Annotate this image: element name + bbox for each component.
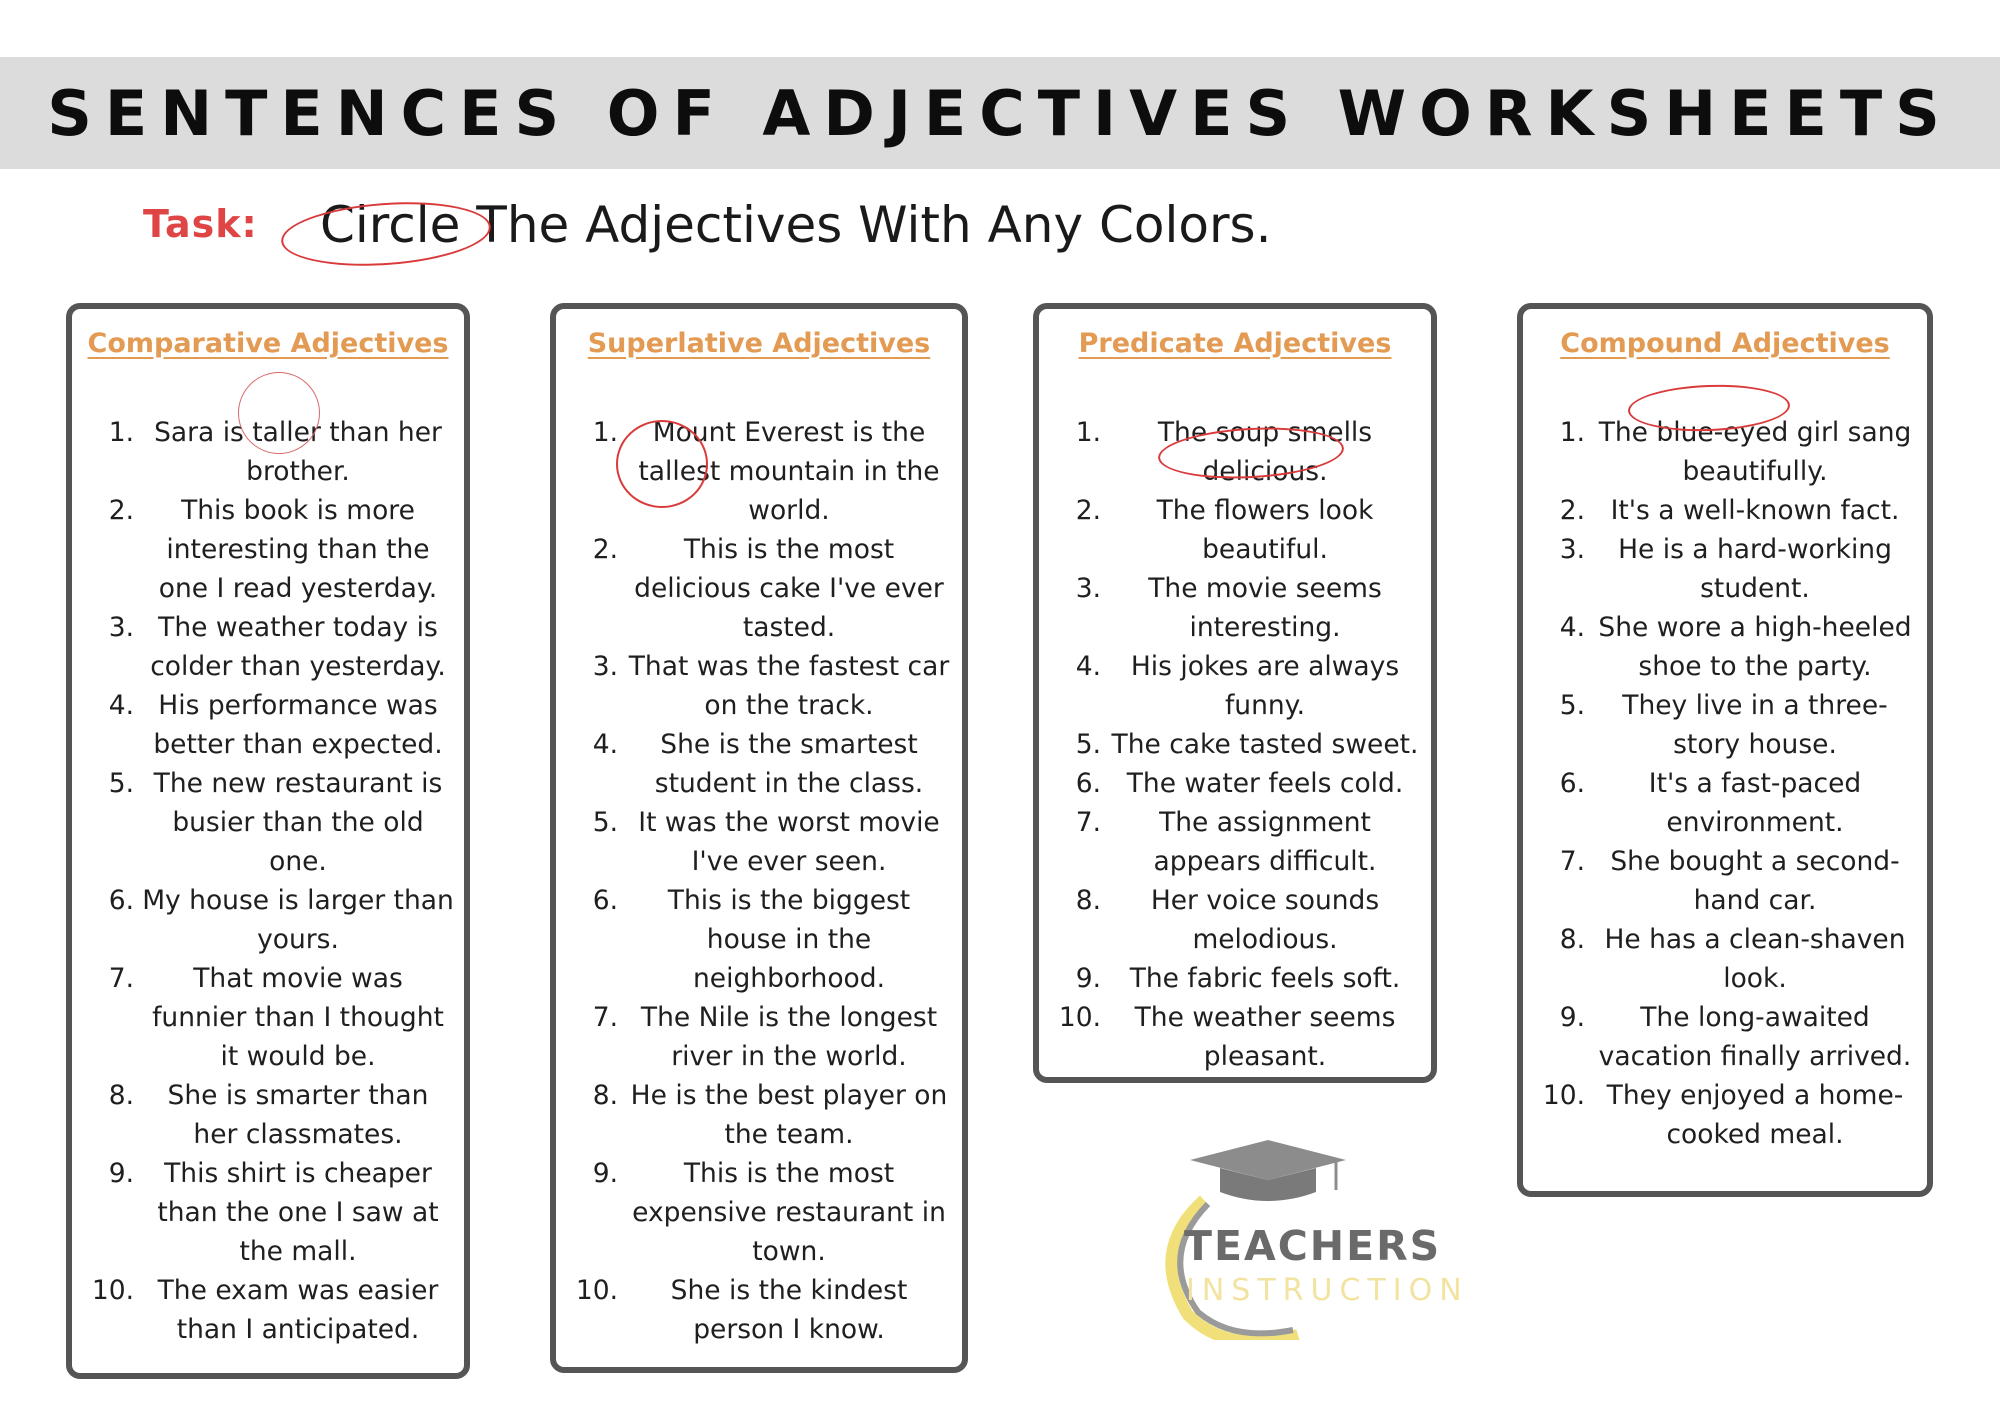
item-text: He is the best player on the team. <box>630 1080 948 1150</box>
item-text: She is the smartest student in the class. <box>654 729 924 799</box>
list-item <box>566 725 952 803</box>
list-item <box>1533 764 1917 842</box>
list-item <box>1533 686 1917 764</box>
item-number: 8. <box>592 1080 618 1111</box>
item-number: 10. <box>1542 1080 1585 1111</box>
list-item <box>1049 413 1421 491</box>
item-number: 10. <box>575 1275 618 1306</box>
item-text: The weather today is colder than yesterday. <box>150 612 446 682</box>
logo-subtitle: INSTRUCTION <box>1186 1273 1469 1308</box>
sentence-list <box>1049 413 1421 1076</box>
item-number: 3. <box>108 612 134 643</box>
item-number: 5. <box>1559 690 1585 721</box>
list-item <box>1533 608 1917 686</box>
list-item <box>82 959 454 1076</box>
item-text: The new restaurant is busier than the old one. <box>153 768 443 877</box>
list-item <box>1049 764 1421 803</box>
item-text: The long-awaited vacation finally arrived. <box>1598 1002 1912 1072</box>
list-item <box>1049 725 1421 764</box>
card-superlative-adjectives <box>550 303 968 1373</box>
item-number: 10. <box>1058 1002 1101 1033</box>
item-number: 5. <box>592 807 618 838</box>
item-number: 9. <box>1559 1002 1585 1033</box>
item-number: 5. <box>108 768 134 799</box>
item-text: It was the worst movie I've ever seen. <box>638 807 940 877</box>
logo-name: TEACHERS <box>1184 1222 1442 1270</box>
item-number: 7. <box>108 963 134 994</box>
task-instruction: Circle The Adjectives With Any Colors. <box>320 196 1272 254</box>
list-item <box>566 1271 952 1349</box>
list-item <box>1533 530 1917 608</box>
list-item <box>1533 491 1917 530</box>
item-number: 8. <box>1075 885 1101 916</box>
item-text: That was the fastest car on the track. <box>628 651 950 721</box>
item-number: 9. <box>108 1158 134 1189</box>
list-item <box>566 647 952 725</box>
item-text: They live in a three-story house. <box>1622 690 1888 760</box>
item-text: His jokes are always funny. <box>1130 651 1400 721</box>
list-item <box>1049 491 1421 569</box>
item-text: She wore a high-heeled shoe to the party. <box>1598 612 1912 682</box>
item-text: She bought a second-hand car. <box>1610 846 1900 916</box>
item-number: 4. <box>1559 612 1585 643</box>
list-item <box>1049 569 1421 647</box>
item-number: 3. <box>1075 573 1101 604</box>
list-item <box>566 998 952 1076</box>
list-item <box>82 881 454 959</box>
item-number: 8. <box>108 1080 134 1111</box>
item-text: The Nile is the longest river in the world. <box>640 1002 938 1072</box>
card-compound-adjectives <box>1517 303 1933 1197</box>
item-text: This is the most expensive restaurant in town. <box>632 1158 946 1267</box>
list-item <box>1533 998 1917 1076</box>
list-item <box>82 1271 454 1349</box>
list-item <box>82 491 454 608</box>
item-text: This is the biggest house in the neighborhood. <box>667 885 911 994</box>
item-number: 2. <box>1559 495 1585 526</box>
sentence-list <box>566 413 952 1349</box>
item-number: 8. <box>1559 924 1585 955</box>
item-text: She is the kindest person I know. <box>670 1275 908 1345</box>
item-number: 7. <box>592 1002 618 1033</box>
item-number: 9. <box>592 1158 618 1189</box>
card-heading: Superlative Adjectives <box>587 328 931 359</box>
list-item <box>566 413 952 530</box>
item-number: 1. <box>1559 417 1585 448</box>
list-item <box>1533 413 1917 491</box>
card-heading: Predicate Adjectives <box>1078 328 1392 359</box>
list-item <box>1049 998 1421 1076</box>
teachers-instruction-logo <box>1108 1130 1488 1340</box>
list-item <box>1533 920 1917 998</box>
item-text: The assignment appears difficult. <box>1153 807 1377 877</box>
item-text: It's a well-known fact. <box>1610 495 1900 526</box>
item-text: The exam was easier than I anticipated. <box>157 1275 439 1345</box>
item-number: 4. <box>108 690 134 721</box>
list-item <box>82 764 454 881</box>
title-band <box>0 57 2000 169</box>
item-text: The cake tasted sweet. <box>1111 729 1419 760</box>
sentence-list <box>82 413 454 1349</box>
item-text: My house is larger than yours. <box>142 885 454 955</box>
list-item <box>1049 881 1421 959</box>
item-text: Mount Everest is the tallest mountain in the world. <box>638 417 940 526</box>
item-number: 3. <box>592 651 618 682</box>
item-text: They enjoyed a home-cooked meal. <box>1606 1080 1904 1150</box>
card-comparative-adjectives <box>66 303 470 1379</box>
list-item <box>566 530 952 647</box>
item-text: This book is more interesting than the one I read yesterday. <box>158 495 438 604</box>
sentence-list <box>1533 413 1917 1154</box>
item-number: 5. <box>1075 729 1101 760</box>
list-item <box>566 881 952 998</box>
item-number: 2. <box>592 534 618 565</box>
list-item <box>566 803 952 881</box>
item-number: 3. <box>1559 534 1585 565</box>
item-text: She is smarter than her classmates. <box>167 1080 429 1150</box>
item-text: The fabric feels soft. <box>1129 963 1401 994</box>
list-item <box>1533 1076 1917 1154</box>
item-number: 7. <box>1559 846 1585 877</box>
item-number: 4. <box>1075 651 1101 682</box>
list-item <box>1533 842 1917 920</box>
list-item <box>1049 803 1421 881</box>
item-text: Sara is taller than her brother. <box>154 417 442 487</box>
list-item <box>82 1154 454 1271</box>
item-text: His performance was better than expected. <box>153 690 443 760</box>
list-item <box>82 686 454 764</box>
item-text: The flowers look beautiful. <box>1156 495 1374 565</box>
list-item <box>1049 959 1421 998</box>
item-text: Her voice sounds melodious. <box>1150 885 1380 955</box>
item-text: This is the most delicious cake I've ever tasted. <box>634 534 944 643</box>
item-text: He has a clean-shaven look. <box>1604 924 1906 994</box>
page-title: SENTENCES OF ADJECTIVES WORKSHEETS <box>47 76 1953 150</box>
item-text: It's a fast-paced environment. <box>1648 768 1862 838</box>
item-text: The movie seems interesting. <box>1148 573 1382 643</box>
task-label: Task: <box>143 202 258 246</box>
item-text: That movie was funnier than I thought it would be. <box>152 963 444 1072</box>
item-text: The water feels cold. <box>1126 768 1404 799</box>
item-number: 2. <box>1075 495 1101 526</box>
card-predicate-adjectives <box>1033 303 1437 1083</box>
item-number: 6. <box>108 885 134 916</box>
item-number: 6. <box>592 885 618 916</box>
item-number: 1. <box>592 417 618 448</box>
list-item <box>566 1154 952 1271</box>
item-text: The blue-eyed girl sang beautifully. <box>1598 417 1912 487</box>
list-item <box>82 1076 454 1154</box>
item-number: 9. <box>1075 963 1101 994</box>
item-number: 1. <box>108 417 134 448</box>
item-number: 1. <box>1075 417 1101 448</box>
card-heading: Comparative Adjectives <box>87 328 449 359</box>
item-text: The soup smells delicious. <box>1157 417 1373 487</box>
list-item <box>1049 647 1421 725</box>
item-text: The weather seems pleasant. <box>1134 1002 1396 1072</box>
item-number: 6. <box>1075 768 1101 799</box>
item-text: This shirt is cheaper than the one I saw at the mall. <box>157 1158 439 1267</box>
item-number: 2. <box>108 495 134 526</box>
list-item <box>82 413 454 491</box>
item-number: 10. <box>91 1275 134 1306</box>
item-number: 6. <box>1559 768 1585 799</box>
card-heading: Compound Adjectives <box>1560 328 1890 359</box>
item-text: He is a hard-working student. <box>1618 534 1892 604</box>
list-item <box>82 608 454 686</box>
item-number: 4. <box>592 729 618 760</box>
list-item <box>566 1076 952 1154</box>
item-number: 7. <box>1075 807 1101 838</box>
